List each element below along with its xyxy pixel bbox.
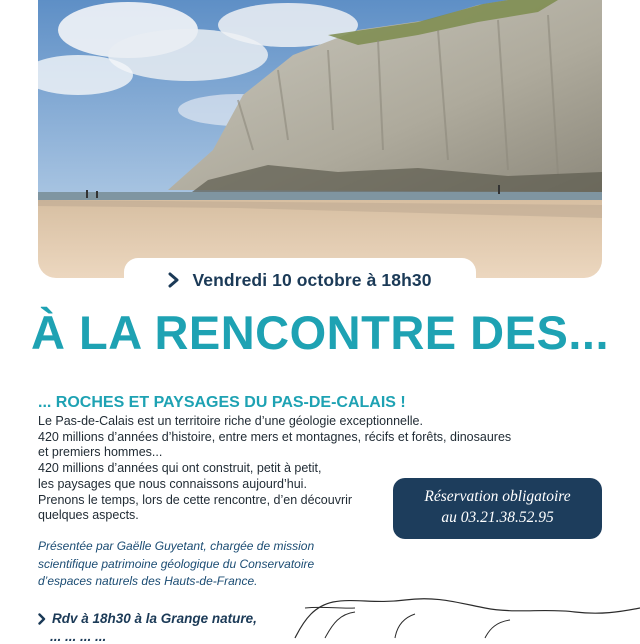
presenter-line: Présentée par Gaëlle Guyetant, chargée de mission (38, 539, 315, 553)
chevron-right-icon (38, 613, 46, 625)
hero-photo (38, 0, 602, 278)
event-title: À LA RENCONTRE DES... (30, 306, 609, 359)
description-line: et premiers hommes... (38, 445, 163, 460)
chevron-right-icon (168, 272, 180, 288)
reservation-box (393, 478, 602, 539)
description-line: quelques aspects. (38, 508, 139, 523)
cliff-sketch-illustration (285, 578, 640, 640)
description-line: les paysages que nous connaissons aujourd’hui. (38, 476, 307, 491)
description-line: 420 millions d’années qui ont construit, petit à petit, (38, 461, 322, 476)
event-date-banner (124, 258, 476, 302)
meeting-line-2: ... ... ... ... (50, 629, 107, 644)
meeting-line: Rdv à 18h30 à la Grange nature, (52, 611, 257, 626)
reservation-label: Réservation obligatoire (424, 488, 571, 505)
description-line: Le Pas-de-Calais est un territoire riche d’une géologie exceptionnelle. (38, 414, 423, 428)
description-line: 420 millions d’années d’histoire, entre mers et montagnes, récifs et forêts, dinosaures (38, 429, 512, 444)
event-subtitle: ... ROCHES ET PAYSAGES DU PAS-DE-CALAIS ! (38, 394, 406, 411)
reservation-phone: au 03.21.38.52.95 (441, 509, 554, 526)
meeting-point (38, 611, 257, 626)
event-date: Vendredi 10 octobre à 18h30 (192, 269, 432, 290)
description-line: Prenons le temps, lors de cette rencontre, d’en découvrir (38, 492, 353, 507)
presenter-line: scientifique patrimoine géologique du Conservatoire (38, 556, 315, 571)
presenter-line: d’espaces naturels des Hauts-de-France. (38, 574, 258, 588)
